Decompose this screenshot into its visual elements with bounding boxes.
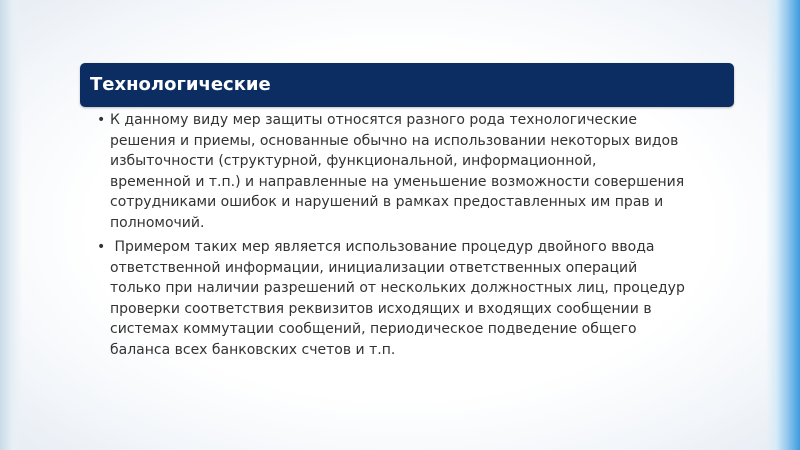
bullet-marker: • <box>97 239 106 255</box>
bullet-1-line-1: К данному виду мер защиты относятся разного рода технологические <box>110 112 637 128</box>
bullet-marker: • <box>97 112 106 128</box>
bullet-item-1 <box>98 110 738 233</box>
slide-title: Технологические <box>90 74 271 95</box>
slide-body <box>98 110 738 364</box>
left-edge-gradient <box>0 0 22 450</box>
bullet-2-line-2: ответственной информации, инициализации ответственных операций <box>110 259 638 276</box>
bullet-item-2 <box>98 237 738 360</box>
bullet-1-line-3: избыточности (структурной, функциональной, информационной, <box>110 153 597 169</box>
bullet-2-line-6: баланса всех банковских счетов и т.п. <box>110 341 396 358</box>
bullet-1-line-6: полномочий. <box>110 214 205 231</box>
bullet-2-line-4: проверки соответствия реквизитов исходящих и входящих сообщении в <box>110 300 652 317</box>
right-edge-gradient <box>766 0 800 450</box>
bullet-1-line-2: решения и приемы, основанные обычно на использовании некоторых видов <box>110 132 679 149</box>
bullet-1-line-5: сотрудниками ошибок и нарушений в рамках предоставленных им прав и <box>110 194 664 210</box>
bullet-2-line-3: только при наличии разрешений от нескольких должностных лиц, процедур <box>110 280 685 296</box>
bullet-2-line-1: Примером таких мер является использование процедур двойного ввода <box>110 239 655 255</box>
bullet-2-line-5: системах коммутации сообщений, периодическое подведение общего <box>110 321 637 337</box>
title-bar <box>80 63 734 107</box>
bullet-1-line-4: временной и т.п.) и направленные на уменьшение возможности совершения <box>110 173 685 190</box>
